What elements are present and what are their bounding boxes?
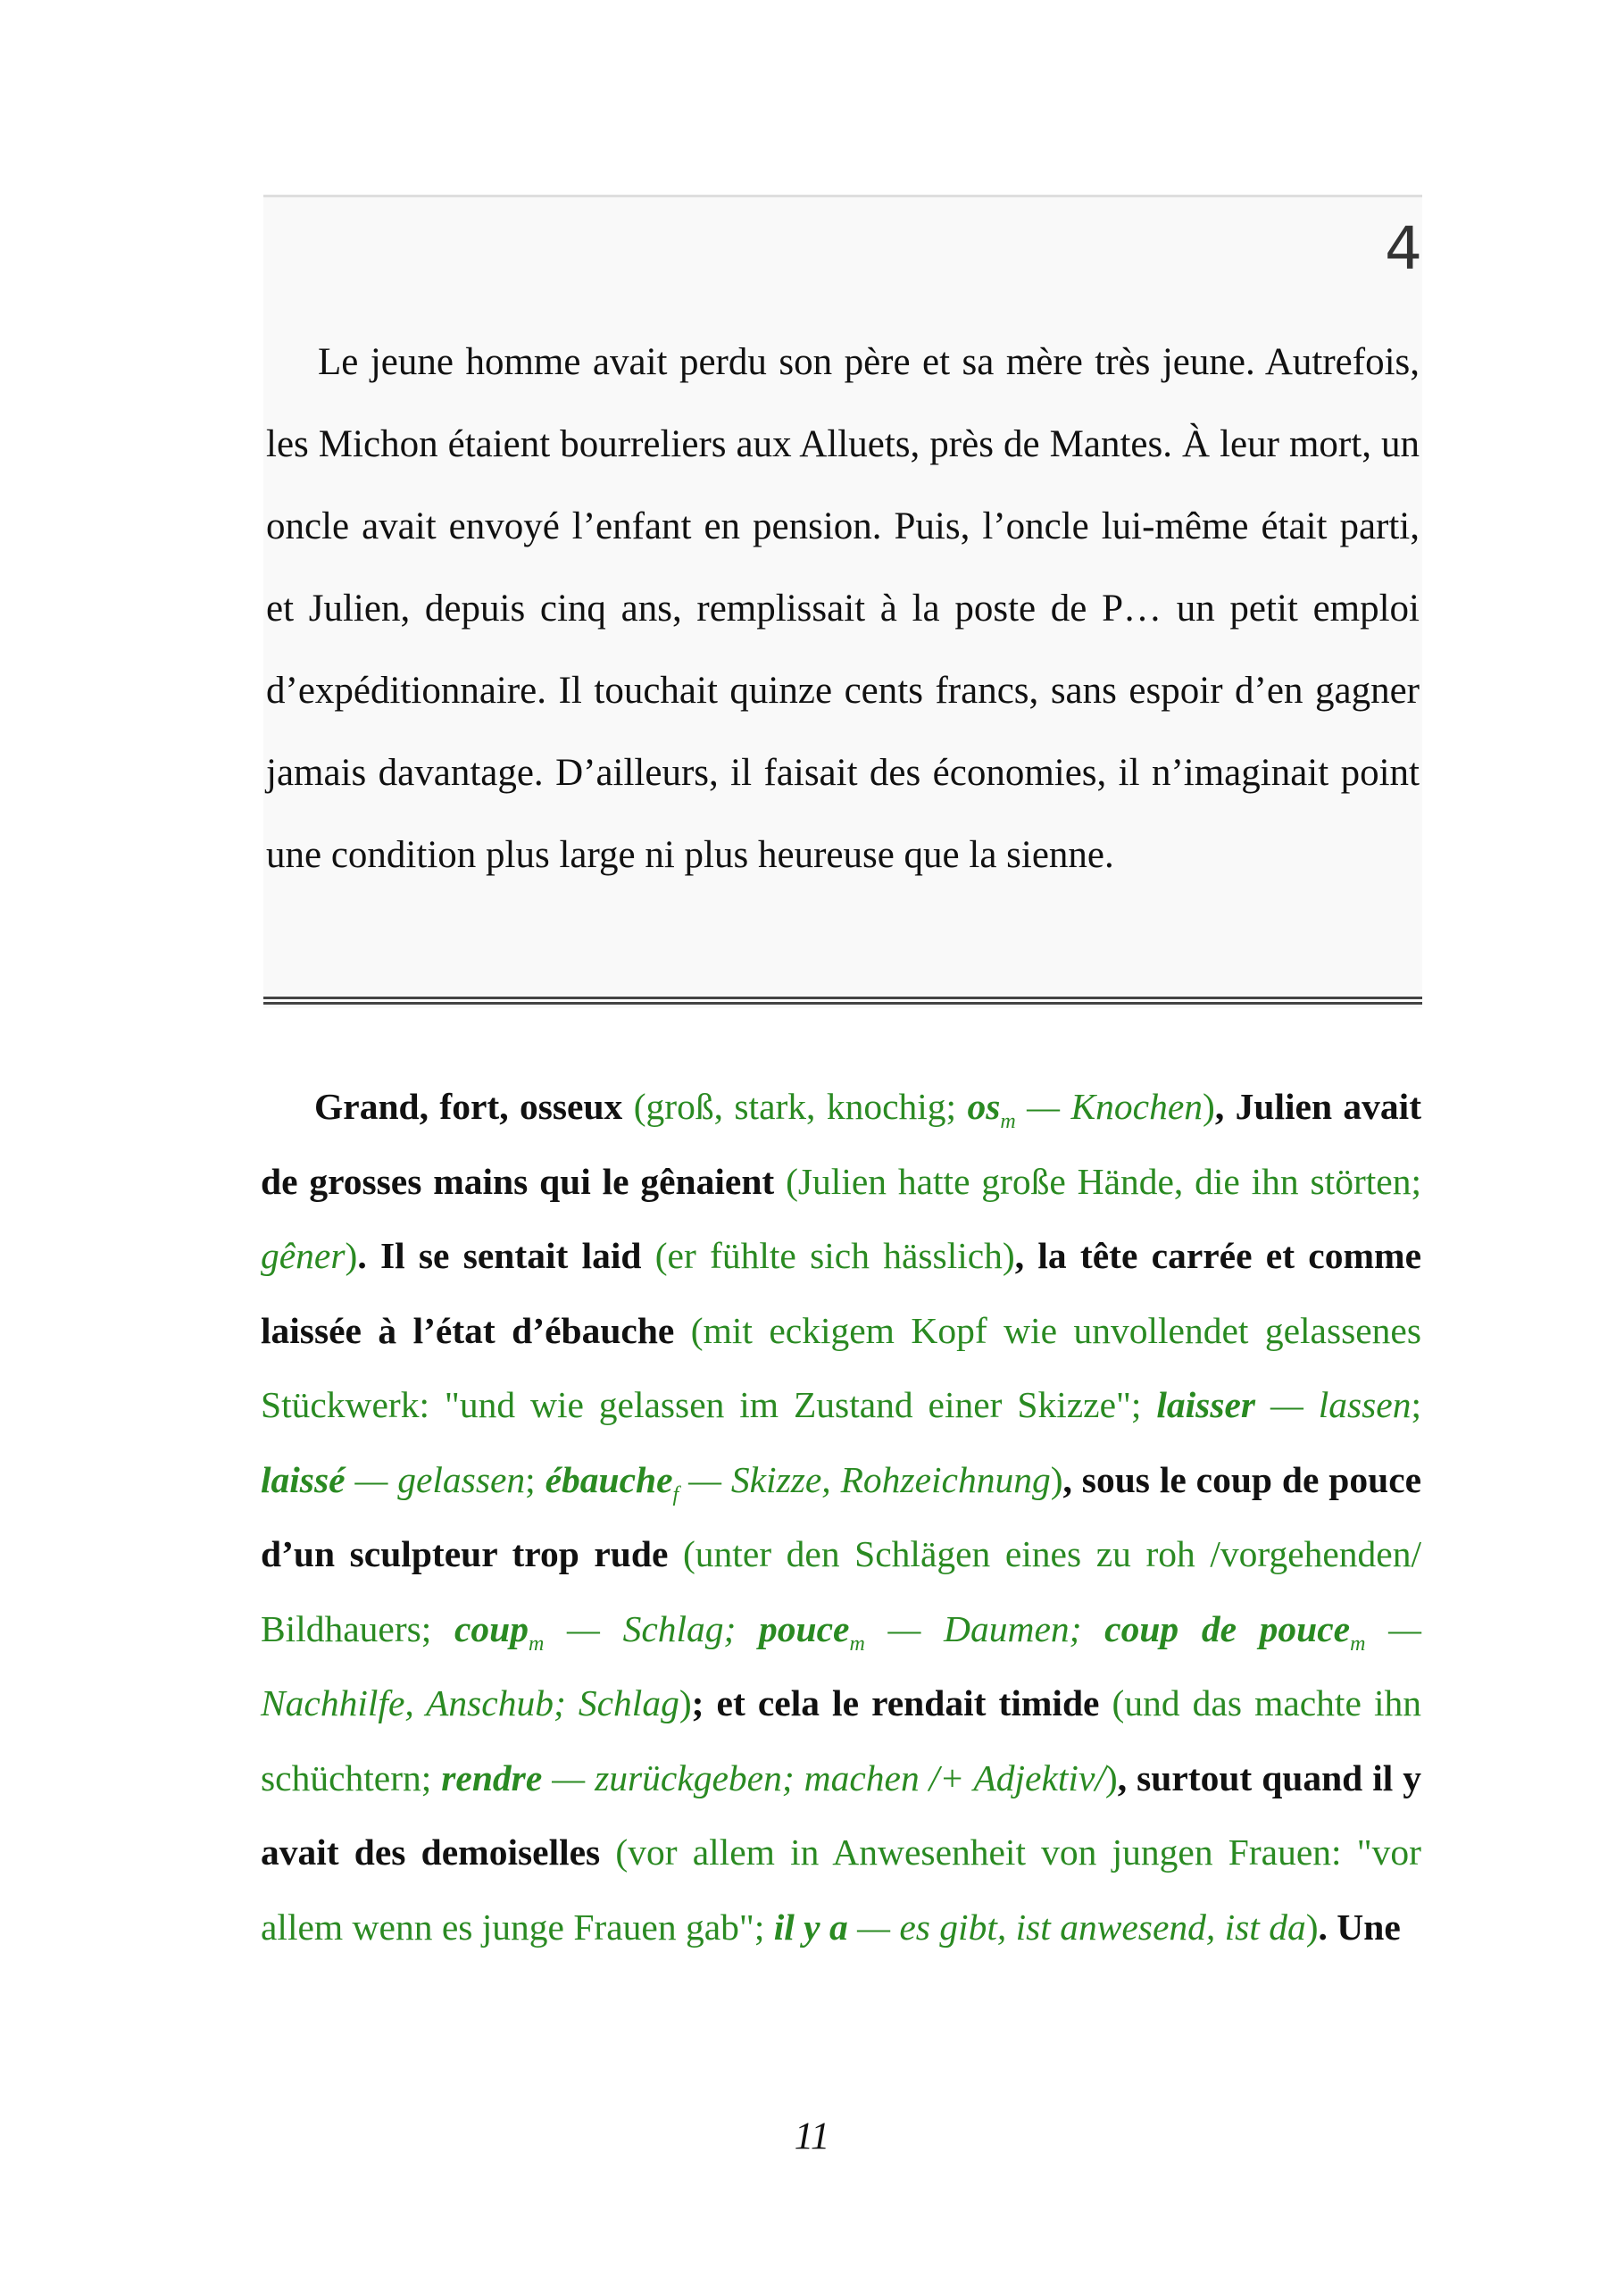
french-phrase: Grand, fort, osseux bbox=[314, 1086, 623, 1127]
original-paragraph: Le jeune homme avait perdu son père et sa mère très jeune. Autrefois, les Michon étaient bourreliers aux Alluets, près de Mantes. À leur mort, un oncle avait envoyé l’enfant en pension. Puis, l’oncle lui-même était parti, et Julien, depuis cinq ans, remplissait à la poste de P… un petit emploi d’expéditionnaire. Il touchait quinze cents francs, sans espoir d’en gagner jamais davantage. D’ailleurs, il faisait des économies, il n’imaginait point une condition plus large ni plus heureuse que la sienne. bbox=[266, 341, 1420, 876]
gloss: (groß, stark, knochig; bbox=[633, 1086, 957, 1127]
vocab-word: laisser bbox=[1156, 1384, 1256, 1425]
vocab-translation: — Skizze, Rohzeichnung bbox=[688, 1458, 1051, 1500]
gender-marker: m bbox=[1000, 1110, 1016, 1133]
double-rule-divider bbox=[263, 997, 1422, 1005]
french-phrase: . Il se sentait laid bbox=[357, 1235, 642, 1276]
vocab-word: rendre bbox=[441, 1756, 543, 1798]
gloss: (er fühlte sich hässlich) bbox=[654, 1235, 1015, 1276]
vocab-word: coup de pouce bbox=[1104, 1607, 1351, 1649]
chapter-number: 4 bbox=[1385, 214, 1422, 283]
vocab-translation: — lassen bbox=[1270, 1384, 1412, 1425]
french-phrase: . Une bbox=[1318, 1906, 1401, 1948]
gloss-separator: ; bbox=[525, 1458, 536, 1500]
vocab-word: pouce bbox=[759, 1607, 850, 1649]
gender-marker: m bbox=[529, 1631, 545, 1656]
vocab-translation: — Nachhilfe, Anschub; Schlag bbox=[261, 1607, 1422, 1723]
gloss-close: ) bbox=[345, 1235, 358, 1276]
french-phrase: , Julien avait de grosses mains qui le gênaient bbox=[261, 1086, 1422, 1202]
french-phrase: ; et cela le rendait timide bbox=[691, 1682, 1100, 1723]
french-phrase: , sous le coup de pouce d’un sculpteur trop rude bbox=[261, 1458, 1422, 1574]
gloss-close: ) bbox=[1305, 1906, 1319, 1948]
vocab-word: il y a bbox=[773, 1906, 848, 1948]
vocab-translation: — zurückgeben; machen /+ Adjektiv/ bbox=[552, 1756, 1105, 1798]
vocab-word: coup bbox=[454, 1607, 529, 1649]
page-number: 11 bbox=[794, 2115, 830, 2157]
gloss: (unter den Schlägen eines zu roh /vorgehenden/ Bildhauers; bbox=[261, 1533, 1422, 1649]
gender-marker: m bbox=[1350, 1631, 1366, 1656]
vocab-translation: — es gibt, ist anwesend, ist da bbox=[857, 1906, 1306, 1948]
gloss-close: ) bbox=[679, 1682, 692, 1723]
vocab-word: ébauche bbox=[545, 1458, 673, 1500]
vocab-translation: — Knochen bbox=[1027, 1086, 1203, 1127]
gloss-separator: ; bbox=[1411, 1384, 1422, 1425]
gender-marker: f bbox=[672, 1482, 679, 1506]
french-phrase: , la tête carrée et comme laissée à l’état d’ébauche bbox=[261, 1235, 1422, 1351]
gloss-close: ) bbox=[1203, 1086, 1215, 1127]
vocab-word: gêner bbox=[261, 1235, 346, 1276]
gloss-close: ) bbox=[1050, 1458, 1063, 1500]
vocab-translation: — gelassen bbox=[354, 1458, 526, 1500]
vocab-translation: — Schlag; bbox=[567, 1607, 737, 1649]
gloss: (und das machte ihn schüchtern; bbox=[261, 1682, 1421, 1798]
annotated-paragraph bbox=[261, 1070, 1421, 1965]
gloss-close: ) bbox=[1104, 1756, 1118, 1798]
vocab-word: laissé bbox=[261, 1458, 346, 1500]
gloss: (Julien hatte große Hände, die ihn störten; bbox=[786, 1160, 1421, 1202]
gender-marker: m bbox=[849, 1631, 865, 1656]
vocab-word: os bbox=[967, 1086, 1001, 1127]
french-phrase: , surtout quand il y avait des demoiselles bbox=[261, 1756, 1422, 1873]
gloss: (mit eckigem Kopf wie unvollendet gelassenes Stückwerk: "und wie gelassen im Zustand einer Skizze"; bbox=[261, 1309, 1422, 1425]
gloss: (vor allem in Anwesenheit von jungen Frauen: "vor allem wenn es junge Frauen gab"; bbox=[261, 1832, 1421, 1948]
vocab-translation: — Daumen; bbox=[887, 1607, 1082, 1649]
